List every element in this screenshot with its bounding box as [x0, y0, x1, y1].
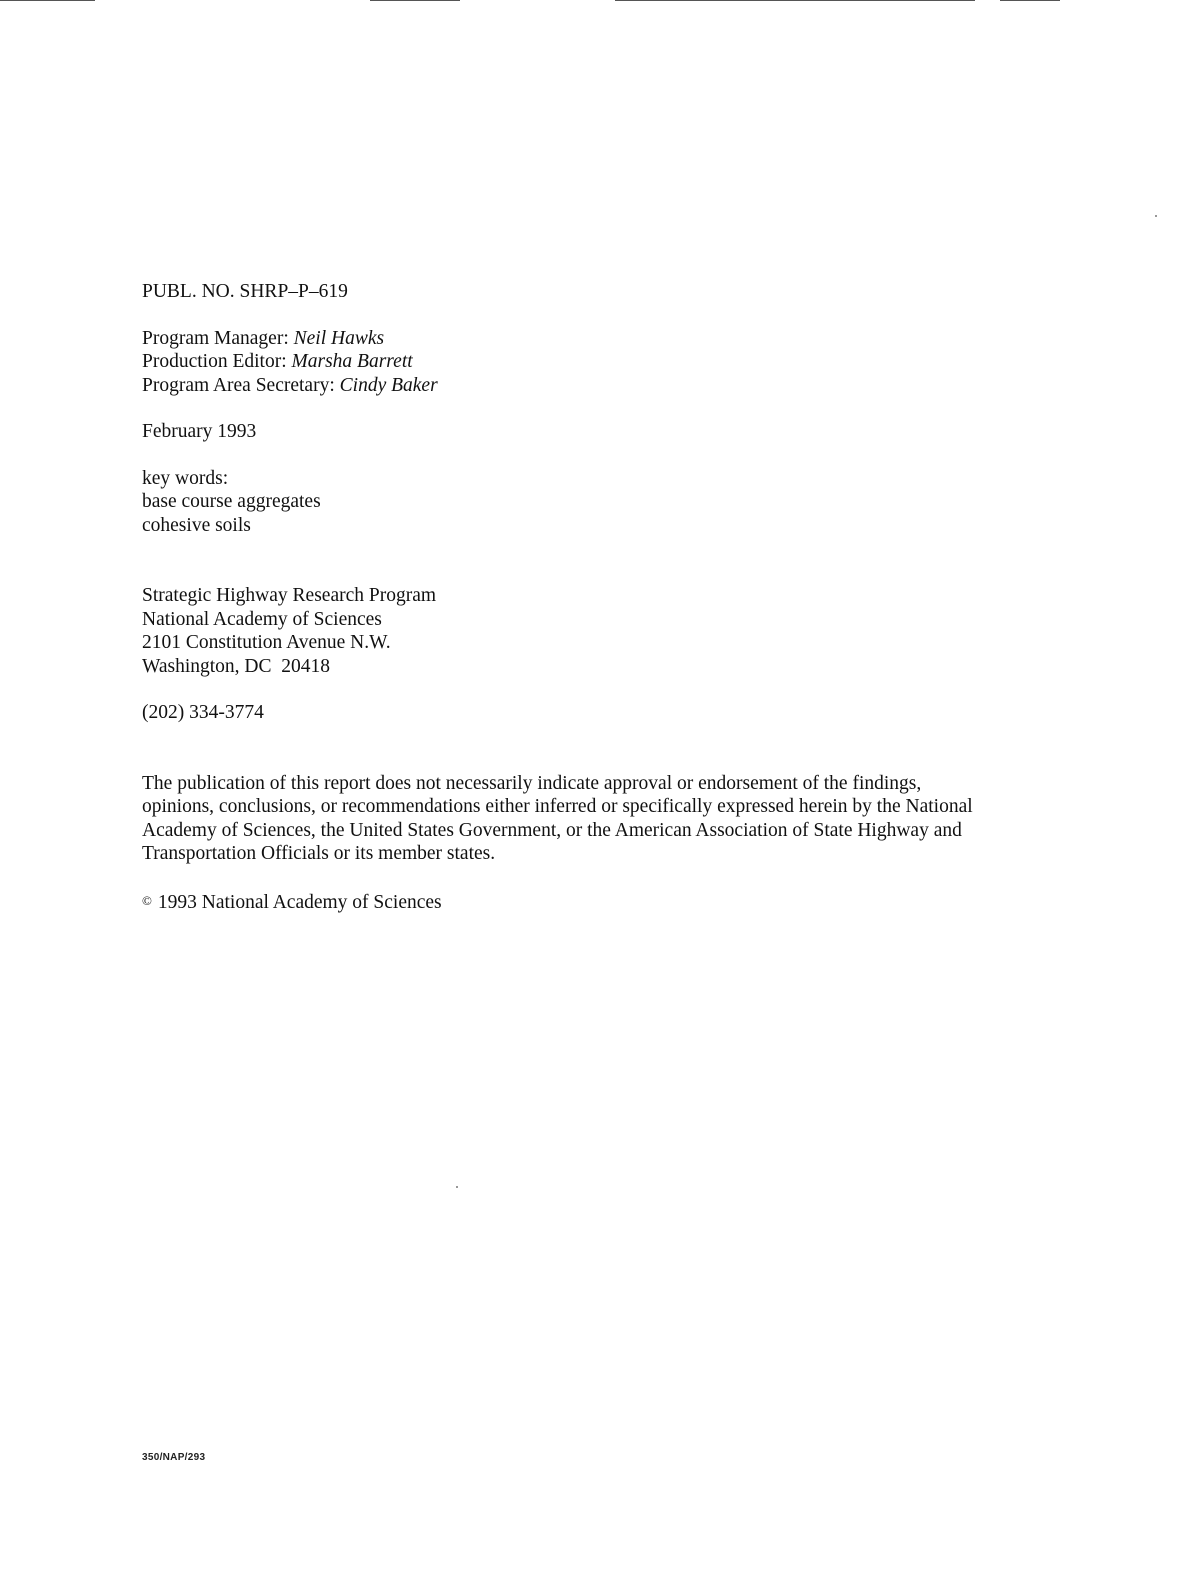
staff-role: Production Editor: — [142, 351, 287, 372]
copyright-page — [142, 280, 1062, 914]
scan-speck — [456, 1186, 458, 1188]
address-block — [142, 584, 1062, 678]
staff-name: Cindy Baker — [339, 374, 438, 396]
publication-number-block — [142, 280, 1062, 304]
publication-date-block — [142, 420, 1062, 444]
disclaimer-line: opinions, conclusions, or recommendations either inferred or specifically expressed herein by the National — [142, 796, 973, 817]
copyright-text: 1993 National Academy of Sciences — [157, 891, 442, 913]
keyword-item: base course aggregates — [142, 491, 321, 512]
disclaimer-line: The publication of this report does not necessarily indicate approval or endorsement of the findings, — [142, 772, 922, 794]
address-line: 2101 Constitution Avenue N.W. — [142, 632, 391, 653]
copyright-symbol: © — [142, 892, 152, 908]
print-code: 350/NAP/293 — [142, 1452, 206, 1463]
staff-name: Neil Hawks — [293, 327, 385, 349]
staff-credit-line — [142, 327, 1062, 351]
publication-number: PUBL. NO. SHRP–P–619 — [142, 281, 348, 302]
disclaimer-line: Transportation Officials or its member states. — [142, 843, 496, 864]
scan-edge-mark — [370, 0, 460, 1]
staff-role: Program Manager: — [142, 327, 289, 349]
keywords-block — [142, 467, 1062, 538]
staff-credit-line — [142, 350, 1062, 374]
address-line: Strategic Highway Research Program — [142, 585, 437, 606]
staff-role: Program Area Secretary: — [142, 374, 335, 396]
scan-edge-mark — [1000, 0, 1060, 1]
address-line: Washington, DC 20418 — [142, 655, 331, 677]
scan-edge-mark — [0, 0, 95, 1]
publication-date: February 1993 — [142, 421, 257, 442]
copyright-line — [142, 889, 1062, 915]
keyword-item: cohesive soils — [142, 514, 251, 536]
phone-block — [142, 701, 1062, 725]
disclaimer-line: Academy of Sciences, the United States Government, or the American Association of State Highway and — [142, 819, 962, 841]
scan-edge-mark — [615, 0, 975, 1]
staff-name: Marsha Barrett — [291, 351, 413, 372]
keywords-heading: key words: — [142, 467, 229, 489]
disclaimer-paragraph — [142, 772, 1047, 866]
address-line: National Academy of Sciences — [142, 608, 382, 630]
scan-speck — [1155, 215, 1157, 217]
staff-credits — [142, 327, 1062, 398]
phone-number: (202) 334-3774 — [142, 702, 264, 723]
staff-credit-line — [142, 374, 1062, 398]
copyright-notice — [142, 889, 1062, 915]
